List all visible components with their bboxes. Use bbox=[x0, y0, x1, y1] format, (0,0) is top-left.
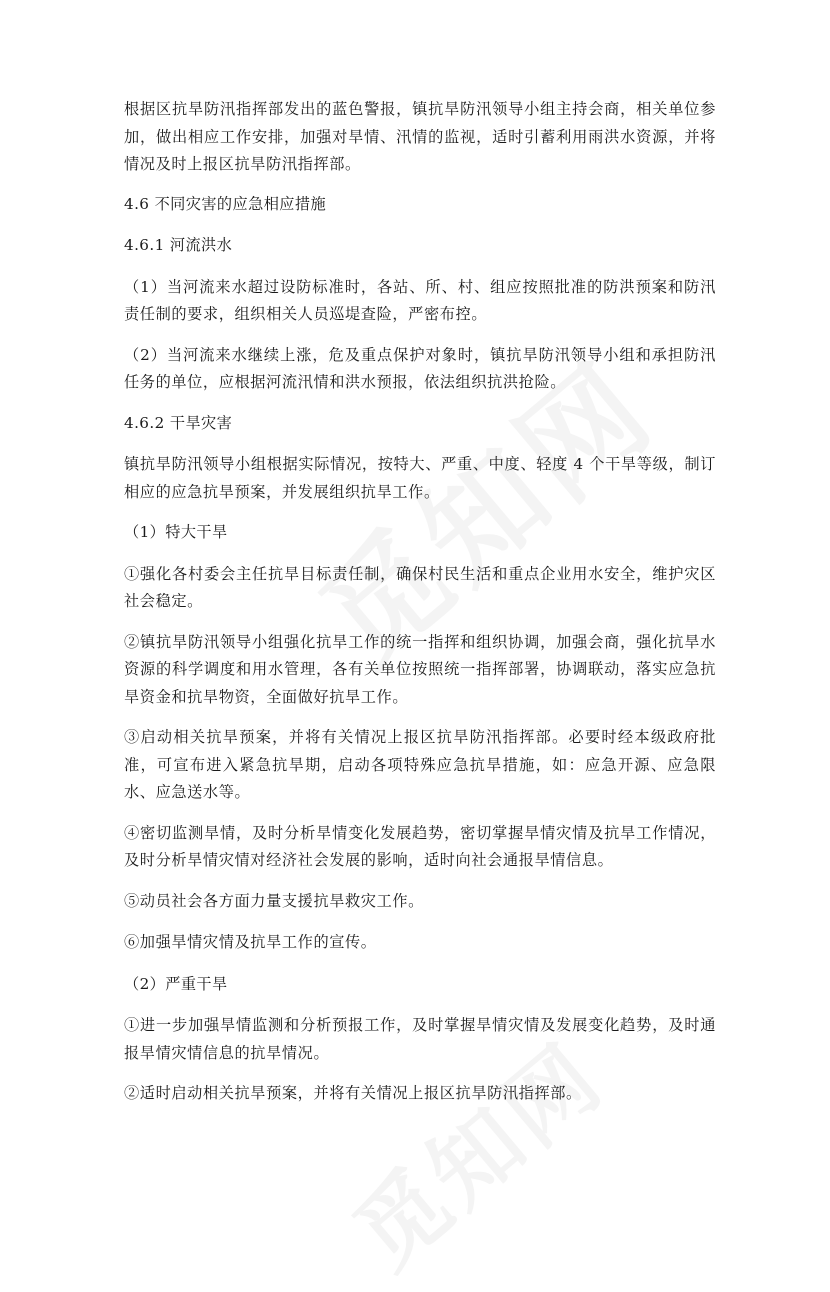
section-heading-4-6-1: 4.6.1 河流洪水 bbox=[124, 236, 233, 254]
list-item-extreme-4: ④密切监测旱情，及时分析旱情变化发展趋势，密切掌握旱情灾情及抗旱工作情况，及时分析旱情灾情对经济社会发展的影响，适时向社会通报旱情信息。 bbox=[124, 823, 716, 869]
section-heading-4-6-2: 4.6.2 干旱灾害 bbox=[124, 413, 233, 432]
list-item-extreme-2: ②镇抗旱防汛领导小组强化抗旱工作的统一指挥和组织协调，加强会商，强化抗旱水资源的科学调度和用水管理，各有关单位按照统一指挥部署，协调联动，落实应急抗旱资金和抗旱物资，全面做好抗旱工作。 bbox=[124, 632, 716, 706]
subheading-extreme-drought: （1）特大干旱 bbox=[124, 523, 228, 541]
document-body bbox=[124, 96, 716, 1108]
section-heading-4-6: 4.6 不同灾害的应急相应措施 bbox=[124, 194, 327, 213]
subheading-severe-drought: （2）严重干旱 bbox=[124, 974, 228, 993]
list-item-severe-1: ①进一步加强旱情监测和分析预报工作，及时掌握旱情灾情及发展变化趋势，及时通报旱情灾情信息的抗旱情况。 bbox=[124, 1016, 716, 1062]
list-item-extreme-1: ①强化各村委会主任抗旱目标责任制，确保村民生活和重点企业用水安全，维护灾区社会稳定。 bbox=[124, 564, 716, 610]
paragraph-drought-intro: 镇抗旱防汛领导小组根据实际情况，按特大、严重、中度、轻度 4 个干旱等级，制订相应的应急抗旱预案，并发展组织抗旱工作。 bbox=[124, 455, 716, 501]
list-item-extreme-3: ③启动相关抗旱预案，并将有关情况上报区抗旱防汛指挥部。必要时经本级政府批准，可宣布进入紧急抗旱期，启动各项特殊应急抗旱措施，如：应急开源、应急限水、应急送水等。 bbox=[124, 728, 716, 801]
list-item-extreme-5: ⑤动员社会各方面力量支援抗旱救灾工作。 bbox=[124, 891, 424, 910]
paragraph-flood-2: （2）当河流来水继续上涨，危及重点保护对象时，镇抗旱防汛领导小组和承担防汛任务的单位，应根据河流汛情和洪水预报，依法组织抗洪抢险。 bbox=[124, 345, 716, 391]
list-item-extreme-6: ⑥加强旱情灾情及抗旱工作的宣传。 bbox=[124, 933, 377, 951]
paragraph-flood-1: （1）当河流来水超过设防标准时，各站、所、村、组应按照批准的防洪预案和防汛责任制的要求，组织相关人员巡堤查险，严密布控。 bbox=[124, 277, 716, 323]
list-item-severe-2: ②适时启动相关抗旱预案，并将有关情况上报区抗旱防汛指挥部。 bbox=[124, 1084, 582, 1102]
paragraph-blue-alert: 根据区抗旱防汛指挥部发出的蓝色警报，镇抗旱防汛领导小组主持会商，相关单位参加，做出相应工作安排，加强对旱情、汛情的监视，适时引蓄利用雨洪水资源，并将情况及时上报区抗旱防汛指挥部。 bbox=[124, 100, 716, 173]
